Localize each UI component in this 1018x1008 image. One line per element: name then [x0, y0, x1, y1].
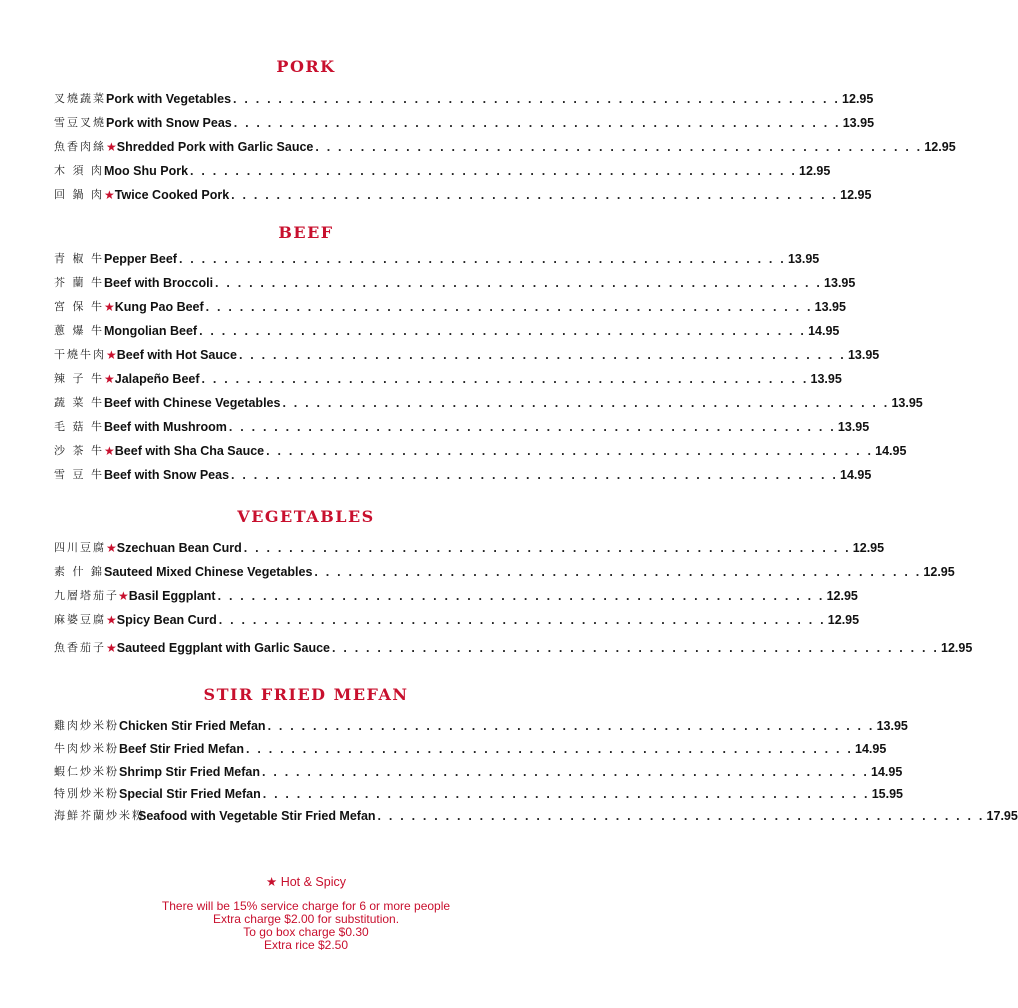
dot-leader: . . . . . . . . . . . . . . . . . . . . . . . . . . . . . . . . . . . . . . . . . . . . . . . . . . . . . . [282, 396, 890, 410]
hot-spicy-star-icon: ★ [104, 300, 115, 314]
item-price: 13.95 [837, 420, 870, 434]
item-name: Basil Eggplant [128, 589, 216, 603]
item-name: Sauteed Mixed Chinese Vegetables [104, 565, 313, 579]
hot-spicy-star-icon: ★ [106, 613, 117, 627]
chinese-name: 蝦仁炒米粉 [54, 765, 119, 778]
chinese-name: 素 什 錦 [54, 565, 104, 578]
item-name: Beef with Chinese Vegetables [104, 396, 281, 410]
dot-leader: . . . . . . . . . . . . . . . . . . . . . . . . . . . . . . . . . . . . . . . . . . . . . . . . . . . . . . [205, 300, 813, 314]
menu-item [54, 583, 858, 603]
item-price: 12.95 [826, 589, 858, 603]
item-name: Spicy Bean Curd [116, 613, 217, 627]
dot-leader: . . . . . . . . . . . . . . . . . . . . . . . . . . . . . . . . . . . . . . . . . . . . . . . . . . . . . . [233, 116, 841, 130]
dot-leader: . . . . . . . . . . . . . . . . . . . . . . . . . . . . . . . . . . . . . . . . . . . . . . . . . . . . . . [231, 468, 839, 482]
menu-item [54, 158, 831, 178]
item-price: 12.95 [924, 140, 956, 154]
hot-spicy-star-icon: ★ [106, 140, 117, 154]
chinese-name: 辣 子 牛 [54, 372, 104, 385]
dot-leader: . . . . . . . . . . . . . . . . . . . . . . . . . . . . . . . . . . . . . . . . . . . . . . . . . . . . . . [262, 765, 869, 779]
dot-leader: . . . . . . . . . . . . . . . . . . . . . . . . . . . . . . . . . . . . . . . . . . . . . . . . . . . . . . [315, 140, 923, 154]
item-price: 12.95 [827, 613, 860, 627]
hot-spicy-star-icon: ★ [118, 589, 129, 603]
item-name: Shrimp Stir Fried Mefan [119, 765, 260, 779]
chinese-name: 宮 保 牛 [54, 300, 104, 313]
dot-leader: . . . . . . . . . . . . . . . . . . . . . . . . . . . . . . . . . . . . . . . . . . . . . . . . . . . . . . [332, 641, 940, 655]
chinese-name: 牛肉炒米粉 [54, 742, 119, 755]
hot-spicy-star-icon: ★ [106, 541, 117, 555]
item-name: Beef with Snow Peas [104, 468, 230, 482]
item-name: Special Stir Fried Mefan [119, 787, 261, 801]
item-name: Beef with Sha Cha Sauce [114, 444, 265, 458]
notes [0, 900, 612, 952]
menu-item [54, 270, 856, 290]
dot-leader: . . . . . . . . . . . . . . . . . . . . . . . . . . . . . . . . . . . . . . . . . . . . . . . . . . . . . . [262, 787, 870, 801]
hot-spicy-star-icon: ★ [106, 348, 117, 362]
note-substitution: Extra charge $2.00 for substitution. [212, 912, 400, 926]
menu-item [54, 246, 820, 266]
item-price: 14.95 [840, 468, 872, 482]
chinese-name: 雪豆叉燒 [54, 116, 106, 129]
menu-item [54, 110, 875, 130]
legend [0, 876, 612, 889]
chinese-name: 特別炒米粉 [54, 787, 119, 800]
chinese-name: 沙 茶 牛 [54, 444, 104, 457]
dot-leader: . . . . . . . . . . . . . . . . . . . . . . . . . . . . . . . . . . . . . . . . . . . . . . . . . . . . . . [215, 276, 823, 290]
menu-item [54, 438, 907, 458]
item-price: 13.95 [814, 300, 846, 314]
chinese-name: 木 須 肉 [54, 164, 104, 177]
legend-text: Hot & Spicy [280, 875, 346, 889]
item-name: Twice Cooked Pork [114, 188, 230, 202]
item-name: Beef Stir Fried Mefan [119, 742, 245, 756]
section-title: VEGETABLES [237, 507, 375, 526]
menu-item [54, 318, 840, 338]
item-price: 13.95 [891, 396, 923, 410]
menu-item [54, 607, 860, 627]
menu-item [54, 390, 923, 410]
chinese-name: 蔬 菜 牛 [54, 396, 104, 409]
section-title: STIR FRIED MEFAN [203, 685, 409, 704]
chinese-name: 青 椒 牛 [54, 252, 104, 265]
hot-spicy-star-icon: ★ [104, 444, 115, 458]
menu-item [54, 559, 955, 579]
item-price: 14.95 [855, 742, 887, 756]
section-title: BEEF [278, 223, 334, 242]
item-name: Seafood with Vegetable Stir Fried Mefan [138, 809, 376, 823]
item-name: Moo Shu Pork [104, 164, 189, 178]
item-price: 14.95 [808, 324, 840, 338]
item-price: 12.95 [941, 641, 973, 655]
note-to-go-box: To go box charge $0.30 [243, 925, 369, 939]
item-name: Beef with Mushroom [104, 420, 227, 434]
dot-leader: . . . . . . . . . . . . . . . . . . . . . . . . . . . . . . . . . . . . . . . . . . . . . . . . . . . . . . [217, 589, 825, 603]
item-price: 13.95 [787, 252, 820, 266]
chinese-name: 魚香茄子 [54, 641, 106, 654]
menu-item [54, 803, 1018, 823]
dot-leader: . . . . . . . . . . . . . . . . . . . . . . . . . . . . . . . . . . . . . . . . . . . . . . . . . . . . . . [199, 324, 807, 338]
menu-item [54, 342, 880, 362]
section-title: PORK [276, 57, 336, 76]
menu-item [54, 366, 842, 386]
dot-leader: . . . . . . . . . . . . . . . . . . . . . . . . . . . . . . . . . . . . . . . . . . . . . . . . . . . . . . [246, 742, 854, 756]
item-name: Szechuan Bean Curd [116, 541, 242, 555]
item-name: Pepper Beef [104, 252, 177, 266]
dot-leader: . . . . . . . . . . . . . . . . . . . . . . . . . . . . . . . . . . . . . . . . . . . . . . . . . . . . . . [231, 188, 839, 202]
menu-item [54, 462, 872, 482]
dot-leader: . . . . . . . . . . . . . . . . . . . . . . . . . . . . . . . . . . . . . . . . . . . . . . . . . . . . . . [178, 252, 786, 266]
item-name: Jalapeño Beef [114, 372, 200, 386]
item-price: 13.95 [824, 276, 856, 290]
menu-item [54, 182, 872, 202]
item-price: 14.95 [875, 444, 907, 458]
chinese-name: 雞肉炒米粉 [54, 719, 119, 732]
item-price: 12.95 [842, 92, 874, 106]
menu-item [54, 294, 846, 314]
menu-item [54, 535, 885, 555]
item-name: Beef with Hot Sauce [116, 348, 237, 362]
chinese-name: 魚香肉絲 [54, 140, 106, 153]
dot-leader: . . . . . . . . . . . . . . . . . . . . . . . . . . . . . . . . . . . . . . . . . . . . . . . . . . . . . . [238, 348, 846, 362]
menu-item [54, 736, 887, 756]
note-extra-rice: Extra rice $2.50 [263, 938, 349, 952]
item-name: Shredded Pork with Garlic Sauce [116, 140, 314, 154]
dot-leader: . . . . . . . . . . . . . . . . . . . . . . . . . . . . . . . . . . . . . . . . . . . . . . . . . . . . . . [190, 164, 798, 178]
item-name: Chicken Stir Fried Mefan [119, 719, 266, 733]
dot-leader: . . . . . . . . . . . . . . . . . . . . . . . . . . . . . . . . . . . . . . . . . . . . . . . . . . . . . . [267, 719, 875, 733]
chinese-name: 毛 菇 牛 [54, 420, 104, 433]
dot-leader: . . . . . . . . . . . . . . . . . . . . . . . . . . . . . . . . . . . . . . . . . . . . . . . . . . . . . . [243, 541, 851, 555]
item-price: 12.95 [852, 541, 885, 555]
dot-leader: . . . . . . . . . . . . . . . . . . . . . . . . . . . . . . . . . . . . . . . . . . . . . . . . . . . . . . [228, 420, 836, 434]
menu-item [54, 134, 956, 154]
chinese-name: 叉燒蔬菜 [54, 92, 106, 105]
menu-item [54, 713, 908, 733]
chinese-name: 九層塔茄子 [54, 589, 119, 602]
menu-item [54, 781, 903, 801]
dot-leader: . . . . . . . . . . . . . . . . . . . . . . . . . . . . . . . . . . . . . . . . . . . . . . . . . . . . . . [266, 444, 874, 458]
chinese-name: 蔥 爆 牛 [54, 324, 104, 337]
item-name: Sauteed Eggplant with Garlic Sauce [116, 641, 331, 655]
item-name: Mongolian Beef [104, 324, 198, 338]
chinese-name: 麻婆豆腐 [54, 613, 106, 626]
menu-item [54, 759, 903, 779]
item-name: Pork with Snow Peas [106, 116, 232, 130]
dot-leader: . . . . . . . . . . . . . . . . . . . . . . . . . . . . . . . . . . . . . . . . . . . . . . . . . . . . . . [314, 565, 922, 579]
chinese-name: 雪 豆 牛 [54, 468, 104, 481]
chinese-name: 芥 蘭 牛 [54, 276, 104, 289]
dot-leader: . . . . . . . . . . . . . . . . . . . . . . . . . . . . . . . . . . . . . . . . . . . . . . . . . . . . . . [233, 92, 841, 106]
chinese-name: 海鮮芥蘭炒米粉 [54, 809, 145, 822]
hot-spicy-star-icon: ★ [104, 188, 115, 202]
item-price: 15.95 [871, 787, 903, 801]
item-price: 12.95 [840, 188, 872, 202]
hot-spicy-star-icon: ★ [106, 641, 117, 655]
item-price: 14.95 [871, 765, 903, 779]
chinese-name: 四川豆腐 [54, 541, 106, 554]
note-service-charge: There will be 15% service charge for 6 or more people [161, 899, 451, 913]
dot-leader: . . . . . . . . . . . . . . . . . . . . . . . . . . . . . . . . . . . . . . . . . . . . . . . . . . . . . . [201, 372, 809, 386]
item-price: 12.95 [799, 164, 831, 178]
item-name: Pork with Vegetables [106, 92, 232, 106]
chinese-name: 干燒牛肉 [54, 348, 106, 361]
dot-leader: . . . . . . . . . . . . . . . . . . . . . . . . . . . . . . . . . . . . . . . . . . . . . . . . . . . . . . [218, 613, 826, 627]
item-price: 13.95 [847, 348, 880, 362]
item-price: 13.95 [842, 116, 875, 130]
item-name: Beef with Broccoli [104, 276, 214, 290]
item-name: Kung Pao Beef [114, 300, 204, 314]
hot-spicy-star-icon: ★ [104, 372, 115, 386]
hot-spicy-star-icon: ★ [265, 875, 278, 889]
menu-item [54, 86, 874, 106]
chinese-name: 回 鍋 肉 [54, 188, 104, 201]
item-price: 13.95 [810, 372, 842, 386]
item-price: 17.95 [986, 809, 1018, 823]
dot-leader: . . . . . . . . . . . . . . . . . . . . . . . . . . . . . . . . . . . . . . . . . . . . . . . . . . . . . . [377, 809, 985, 823]
item-price: 12.95 [923, 565, 955, 579]
item-price: 13.95 [876, 719, 908, 733]
menu-item [54, 635, 973, 655]
menu-item [54, 414, 870, 434]
